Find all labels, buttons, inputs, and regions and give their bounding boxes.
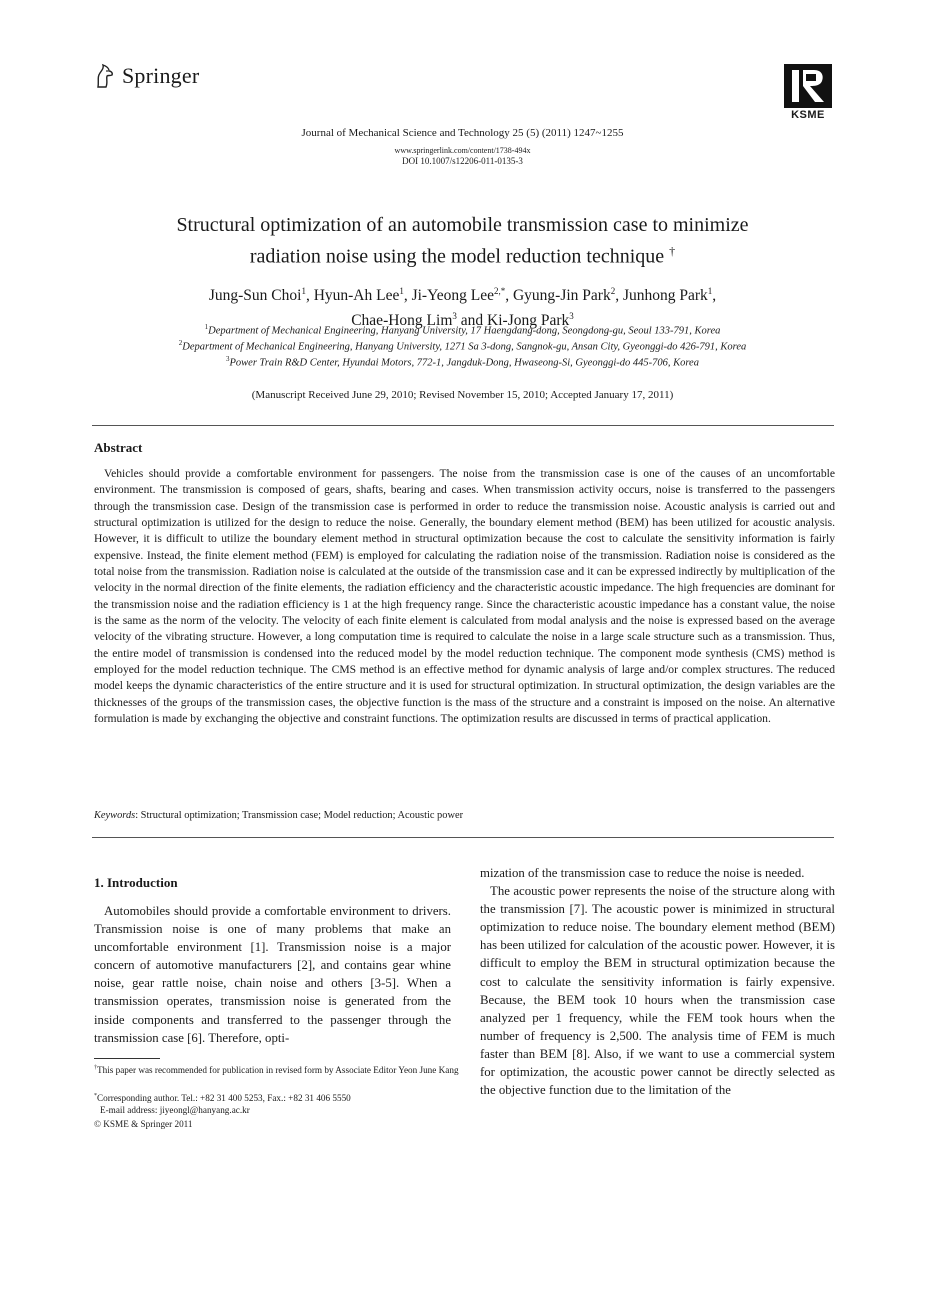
author-sep: ,: [403, 287, 412, 305]
author-name: Ji-Yeong Lee: [411, 287, 494, 305]
springer-logo: [94, 60, 199, 92]
footnote-copyright: © KSME & Springer 2011: [94, 1119, 193, 1129]
affiliation-1: [0, 323, 925, 337]
author-sep: ,: [305, 287, 314, 305]
ksme-wordmark: KSME: [791, 109, 825, 121]
journal-citation: Journal of Mechanical Science and Technology 25 (5) (2011) 1247~1255: [301, 127, 624, 139]
author-sep: ,: [712, 287, 717, 305]
intro-paragraph-1: Automobiles should provide a comfortable environment to drivers. Transmission noise is one of many problems that make an uncomfortable environment [1]. Transmission noise is a major concern of automotive manufacturers [2], and contains gear whine noise, gear rattle noise, chain noise and others [3-5]. When a transmission operates, transmission noise is generated from the inside components and transferred to the passenger through the transmission case [6]. Therefore, opti-: [94, 904, 451, 1045]
divider: [92, 837, 834, 838]
abstract-body: Vehicles should provide a comfortable environment for passengers. The noise from the transmission case is one of the causes of an uncomfortable environment. The transmission is composed of gears, shafts, bearing and cases. When transmission activity occurs, noise is transferred to the passengers through the transmission case. Design of the transmission case is performed in order to reduce the transmission noise. Acoustic analysis is carried out and structural optimization is utilized for the design to reduce the noise. Generally, the boundary element method (BEM) has been utilized for acoustic analysis. However, it is difficult to utilize the boundary element method in structural optimization because the cost to calculate the sensitivity information is fairly expensive. Instead, the finite element method (FEM) is employed for calculating the radiation noise of the transmission. Radiation noise is considered as the total noise from the transmission. Radiation noise is calculated at the outside of the transmission case and it can be expressed indirectly by multiplication of the velocity in the normal direction of the finite elements, the radiation efficiency and the characteristic acoustic impedance. The high frequencies are dominant for the transmission noise and the radiation efficiency is 1 at the high frequency range. Since the characteristic acoustic impedance has a constant value, the noise is the same as the norm of the velocity. The velocity of each finite element is calculated from modal analysis and the noise is expressed based on the average velocity of the vibrating structure. However, a long computation time is required to calculate the noise in a large scale structure such as a transmission. Thus, the entire model of transmission is condensed into the reduced model by the model reduction technique. The component mode synthesis (CMS) method is employed for the model reduction technique. The CMS method is an effective method for dynamic analysis of large and/or complex structures. The reduced model keeps the dynamic characteristics of the entire structure and it is used for structural optimization. In structural optimization, the design variables are the thicknesses of the groups of the transmission cases, the objective function is the mass of the structure and a constraint is imposed on the noise. An alternative formulation is made by exchanging the objective and constraint functions. The optimization results are discussed in terms of practical application.: [94, 467, 835, 726]
title-line-2: radiation noise using the model reduction technique: [249, 245, 665, 268]
keywords-label: Keywords: [94, 810, 136, 821]
author-affil: 1: [707, 286, 713, 296]
footnote-text: Corresponding author. Tel.: +82 31 400 5253, Fax.: +82 31 406 5550: [97, 1093, 351, 1104]
author-affil: 2: [610, 286, 616, 296]
footnote-text: This paper was recommended for publication in revised form by Associate Editor Yeon June Kang: [97, 1065, 459, 1076]
footnote-email[interactable]: E-mail address: jiyeongl@hanyang.ac.kr: [100, 1105, 250, 1115]
keywords-text: : Structural optimization; Transmission case; Model reduction; Acoustic power: [135, 810, 464, 821]
footnote-mark: †: [94, 1065, 97, 1071]
section-heading-introduction: 1. Introduction: [94, 875, 178, 890]
intro-paragraph-1-continued: mization of the transmission case to reduce the noise is needed.: [480, 866, 805, 880]
springer-horse-icon: [94, 63, 116, 89]
author-sep: ,: [615, 287, 623, 305]
author-affil: 1: [301, 286, 306, 296]
affiliation-num: 1: [204, 323, 209, 331]
ksme-logo: [783, 64, 833, 121]
springer-wordmark: Springer: [122, 63, 200, 88]
intro-paragraph-2: The acoustic power represents the noise of the structure along with the transmission [7]. The acoustic power is minimized in structural optimization to reduce noise. The boundary element method (BEM) has been utilized for calculation of the acoustic power. However, it is difficult to employ the BEM in structural optimization because the cost to calculate the sensitivity information is fairly expensive. Because, the BEM took 10 hours when the transmission case analyzed per 1 frequency, while the FEM took hours when the number of frequency is 2,500. The analysis time of FEM is much faster than BEM [8]. Also, if we want to use a commercial system for optimization, the acoustic power cannot be directly selected as the objective function due to the limitation of the: [480, 884, 835, 1098]
affiliation-num: 2: [178, 339, 183, 347]
doi[interactable]: DOI 10.1007/s12206-011-0135-3: [402, 156, 523, 166]
footnote-rule: [94, 1058, 160, 1059]
title-dagger: †: [669, 244, 676, 258]
author-name: Chae-Hong Lim: [351, 312, 453, 330]
author-name: Ki-Jong Park: [487, 312, 570, 330]
keywords: [94, 810, 463, 821]
journal-url[interactable]: www.springerlink.com/content/1738-494x: [394, 146, 531, 155]
divider: [92, 425, 834, 426]
author-affil: 1: [399, 286, 404, 296]
author-sep: and: [456, 312, 488, 330]
intro-right-column: [480, 864, 835, 1099]
author-name: Junhong Park: [622, 287, 708, 305]
author-affil: 3: [452, 311, 457, 322]
affiliation-num: 3: [226, 355, 230, 363]
affiliation-text: Department of Mechanical Engineering, Hanyang University, 17 Haengdang-dong, Seongdong-gu, Seoul 133-791, Korea: [208, 325, 721, 337]
author-sep: ,: [505, 287, 513, 305]
affiliation-3: [0, 355, 925, 369]
author-name: Gyung-Jin Park: [512, 287, 611, 305]
affiliation-text: Power Train R&D Center, Hyundai Motors, 772-1, Jangduk-Dong, Hwaseong-Si, Gyeonggi-do 445-706, Korea: [229, 357, 699, 369]
author-affil: 3: [569, 311, 574, 322]
paper-title: [0, 212, 925, 270]
author-affil: 2,*: [493, 286, 506, 296]
footnote-recommendation: [94, 1062, 470, 1077]
affiliation-2: [0, 339, 925, 353]
affiliation-text: Department of Mechanical Engineering, Hanyang University, 1271 Sa 3-dong, Sangnok-gu, Ansan City, Gyeonggi-do 426-791, Korea: [182, 341, 747, 353]
author-name: Hyun-Ah Lee: [313, 287, 400, 305]
abstract-heading: Abstract: [94, 440, 143, 455]
footnote-mark: *: [94, 1093, 97, 1099]
author-name: Jung-Sun Choi: [208, 287, 302, 305]
ksme-emblem-icon: [784, 64, 832, 108]
footnote-corresponding: [94, 1090, 470, 1105]
title-line-1: Structural optimization of an automobile transmission case to minimize: [176, 214, 749, 236]
manuscript-dates: (Manuscript Received June 29, 2010; Revised November 15, 2010; Accepted January 17, 2011): [251, 389, 674, 401]
